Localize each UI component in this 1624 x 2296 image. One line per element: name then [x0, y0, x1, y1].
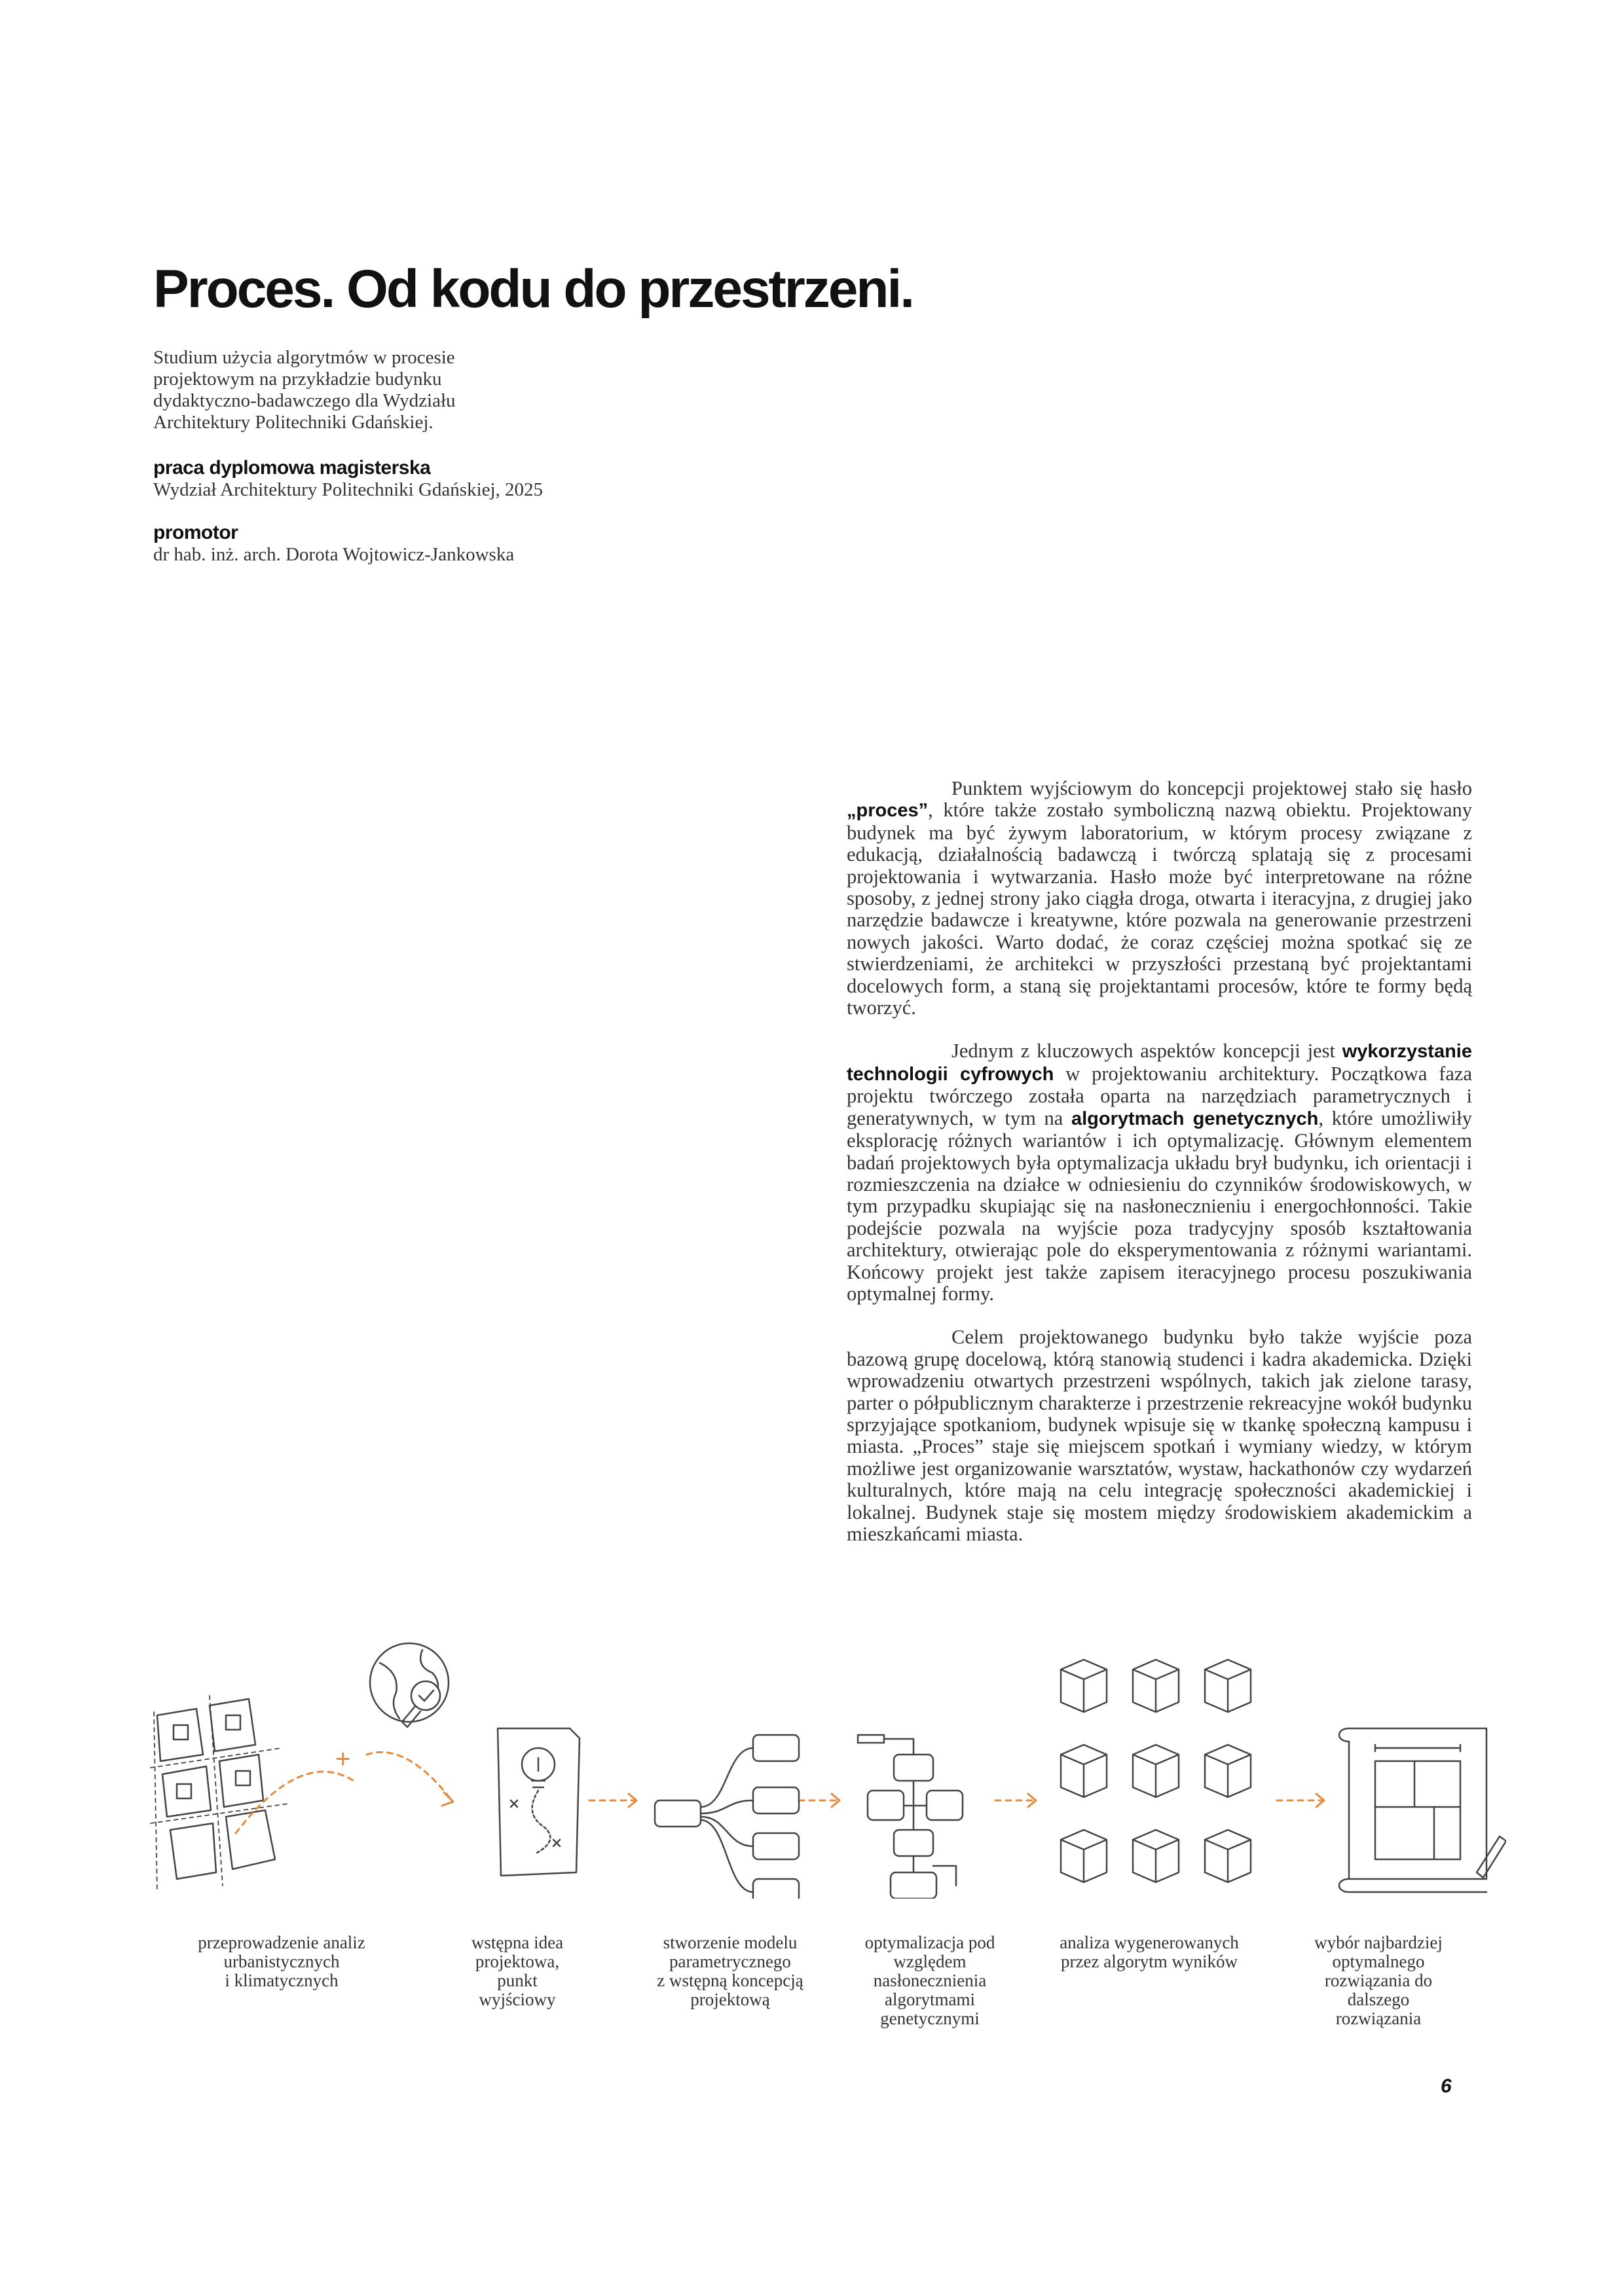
caption-line: projektową	[690, 1990, 770, 2009]
subtitle-line: Architektury Politechniki Gdańskiej.	[153, 412, 434, 433]
page-number: 6	[1441, 2075, 1452, 2097]
flow-arrows	[236, 1752, 1323, 1833]
parametric-model-icon	[655, 1735, 799, 1899]
text-run: , które także zostało symboliczną nazwą obiektu. Projektowany budynek ma być żywym laboratorium, w którym procesy związane z edukacją, działalnością badawczą i twórczą splatają się z procesami projektowania i wytwarzania. Hasło może być interpretowane na różne sposoby, z jednej strony jako ciągła droga, otwarta i iteracyjna, z drugiej jako narzędzie badawcze i kreatywne, które pozwala na generowanie przestrzeni nowych jakości. Warto dodać, że coraz częściej można spotkać się ze stwierdzeniami, że architekci w przyszłości przestaną być projektantami docelowych form, a staną się projektantami procesów, które te formy będą tworzyć.	[847, 799, 1472, 1019]
caption-line: względem	[893, 1952, 967, 1971]
promotor-value: dr hab. inż. arch. Dorota Wojtowicz-Jankowska	[153, 544, 515, 565]
urban-map-icon	[151, 1696, 288, 1892]
subtitle-line: Studium użycia algorytmów w procesie	[153, 347, 455, 368]
caption-line: punkt	[497, 1971, 538, 1990]
text-run: Jednym z kluczowych aspektów koncepcji jest	[951, 1040, 1342, 1063]
caption-line: rozwiązania	[1335, 2009, 1422, 2028]
caption-line: wstępna idea	[471, 1933, 564, 1952]
thesis-label: praca dyplomowa magisterska	[153, 457, 431, 479]
idea-sketch-icon	[498, 1728, 580, 1876]
caption-line: wybór najbardziej	[1314, 1933, 1443, 1952]
text-run: Punktem wyjściowym do koncepcji projektowej stało się hasło	[951, 777, 1472, 799]
caption-line: przeprowadzenie analiz	[198, 1933, 365, 1952]
process-diagram	[131, 1637, 1506, 1899]
step-caption-5	[1041, 1933, 1257, 1971]
caption-line: urbanistycznych	[223, 1952, 340, 1971]
step-caption-6	[1300, 1933, 1457, 2028]
caption-line: i klimatycznych	[225, 1971, 339, 1990]
caption-line: z wstępną koncepcją	[657, 1971, 803, 1990]
body-text	[847, 778, 1472, 1567]
emphasis-proces: „proces”	[847, 800, 929, 822]
step-caption-4	[848, 1933, 1012, 2028]
caption-line: optymalnego	[1332, 1952, 1425, 1971]
globe-search-icon	[370, 1643, 449, 1727]
emphasis-digital-tech: wykorzystanie technologii cyfrowych	[847, 1041, 1472, 1085]
caption-line: optymalizacja pod	[864, 1933, 995, 1952]
caption-line: rozwiązania do	[1324, 1971, 1433, 1990]
emphasis-genetic-algorithms: algorytmach genetycznych	[1071, 1108, 1319, 1129]
arrow-heads	[442, 1793, 1324, 1807]
caption-line: algorytmami	[885, 1990, 975, 2009]
page-title: Proces. Od kodu do przestrzeni.	[153, 259, 913, 319]
optimization-flow-icon	[858, 1735, 963, 1899]
thesis-block	[153, 457, 651, 501]
caption-line: nasłonecznienia	[873, 1971, 987, 1990]
caption-line: stworzenie modelu	[663, 1933, 798, 1952]
caption-line: analiza wygenerowanych	[1060, 1933, 1239, 1952]
promotor-label: promotor	[153, 522, 238, 543]
text-run: w projektowaniu architektury. Początkowa faza projektu twórczego została oparta na narzędziach parametrycznych i generatywnych, w tym na	[847, 1062, 1472, 1129]
step-caption-2	[452, 1933, 583, 2009]
caption-line: projektowa,	[475, 1952, 560, 1971]
plus-sign: +	[335, 1745, 351, 1774]
body-paragraph-3: Celem projektowanego budynku było także wyjście poza bazową grupę docelową, którą stanowią studenci i kadra akademicka. Dzięki wprowadzeniu otwartych przestrzeni wspólnych, takich jak zielone tarasy, parter o półpublicznym charakterze i przestrzenie rekreacyjne wokół budynku sprzyjające spotkaniom, budynek wpisuje się w tkankę społeczną kampusu i miasta. „Proces” staje się miejscem spotkań i wymiany wiedzy, w którym możliwe jest organizowanie warsztatów, wystaw, hackathonów czy wydarzeń kulturalnych, które mają na celu integrację społeczności akademickiej i lokalnej. Budynek staje się mostem między środowiskiem akademickim a mieszkańcami miasta.	[847, 1326, 1472, 1545]
step-caption-1	[187, 1933, 377, 1990]
promotor-block	[153, 522, 651, 566]
caption-line: genetycznymi	[880, 2009, 980, 2028]
subtitle-line: projektowym na przykładzie budynku	[153, 369, 442, 390]
caption-line: parametrycznego	[669, 1952, 791, 1971]
subtitle-block	[153, 347, 651, 433]
caption-line: dalszego	[1347, 1990, 1410, 2009]
body-paragraph-1	[847, 778, 1472, 1019]
thesis-value: Wydział Architektury Politechniki Gdańskiej, 2025	[153, 479, 544, 500]
caption-line: wyjściowy	[479, 1990, 556, 2009]
text-run: , które umożliwiły eksplorację różnych wariantów i ich optymalizację. Głównym elementem badań projektowych była optymalizacja układu brył budynku, ich orientacji i rozmieszczenia na działce w odniesieniu do czynników środowiskowych, w tym przypadku skupiając się na nasłonecznieniu i energochłonności. Takie podejście pozwala na wyjście poza tradycyjny sposób kształtowania architektury, otwierając pole do eksperymentowania z różnymi wariantami. Końcowy projekt jest także zapisem iteracyjnego procesu poszukiwania optymalnej formy.	[847, 1106, 1472, 1305]
step-caption-3	[632, 1933, 828, 2009]
floor-plan-icon	[1339, 1728, 1506, 1892]
caption-line: przez algorytm wyników	[1061, 1952, 1238, 1971]
body-paragraph-2	[847, 1040, 1472, 1305]
building-variants-icon	[1061, 1660, 1251, 1882]
subtitle-line: dydaktyczno-badawczego dla Wydziału	[153, 390, 456, 411]
